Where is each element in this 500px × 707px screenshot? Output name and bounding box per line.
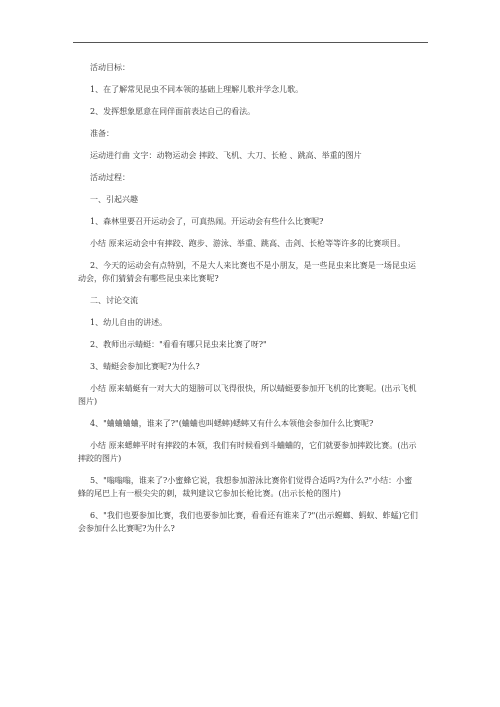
summary-2: 小结 原来蜻蜓有一对大大的翅膀可以飞得很快，所以蜻蜓要参加开飞机的比赛呢。(出示飞机图片) <box>78 384 417 406</box>
step-1-1: 1、森林里要召开运动会了，可真热闹。开运动会有些什么比赛呢? <box>90 217 324 226</box>
section-label-prep: 准备： <box>90 129 114 138</box>
document-body <box>78 61 418 544</box>
step-2-6: 6、"我们也要参加比赛，我们也要参加比赛，看看还有谁来了?"(出示螳螂、蚂蚁、蚱蜢)它们会参加什么比赛呢?为什么? <box>78 511 418 533</box>
goal-1: 1、在了解常见昆虫不同本领的基础上理解儿歌并学念儿歌。 <box>90 85 304 94</box>
step-2-4: 4、"蛐蛐蛐蛐，谁来了?"(蛐蛐也叫蟋蟀)蟋蟀又有什么本领他会参加什么比赛呢? <box>90 419 374 428</box>
step-1-2: 2、今天的运动会有点特别，不是大人来比赛也不是小朋友，是一些昆虫来比赛是一场昆虫运动会，你们猜猜会有哪些昆虫来比赛呢? <box>78 261 416 283</box>
header-rule <box>73 42 428 43</box>
step-2-2: 2、教师出示蜻蜓："看看有哪只昆虫来比赛了呀?" <box>90 340 267 349</box>
section-label-process: 活动过程： <box>90 173 130 182</box>
step-2-3: 3、蜻蜓会参加比赛呢?为什么? <box>90 362 200 371</box>
heading-intro: 一、引起兴趣 <box>90 195 138 204</box>
heading-discussion: 二、讨论交流 <box>90 296 138 305</box>
summary-1: 小结 原来运动会中有摔跤、跑步、游泳、举重、跳高、击剑、长枪等等许多的比赛项目。 <box>90 239 406 248</box>
goal-2: 2、发挥想象愿意在同伴面前表达自己的看法。 <box>90 107 256 116</box>
step-2-5: 5、"嗡嗡嗡，谁来了?小蜜蜂它说，我想参加游泳比赛你们觉得合适吗?为什么?"小结：小蜜蜂的尾巴上有一根尖尖的刺，裁判建议它参加长枪比赛。(出示长枪的图片) <box>78 476 413 498</box>
prep-items: 运动进行曲 文字：动物运动会 摔跤、飞机、大刀、长枪 、跳高、举重的图片 <box>90 151 362 160</box>
section-label-goals: 活动目标： <box>90 63 130 72</box>
summary-3: 小结 原来蟋蟀平时有摔跤的本领，我们有时候看到斗蛐蛐的，它们就要参加摔跤比赛。(出示摔跤的图片) <box>78 441 417 463</box>
step-2-1: 1、幼儿自由的讲述。 <box>90 318 168 327</box>
